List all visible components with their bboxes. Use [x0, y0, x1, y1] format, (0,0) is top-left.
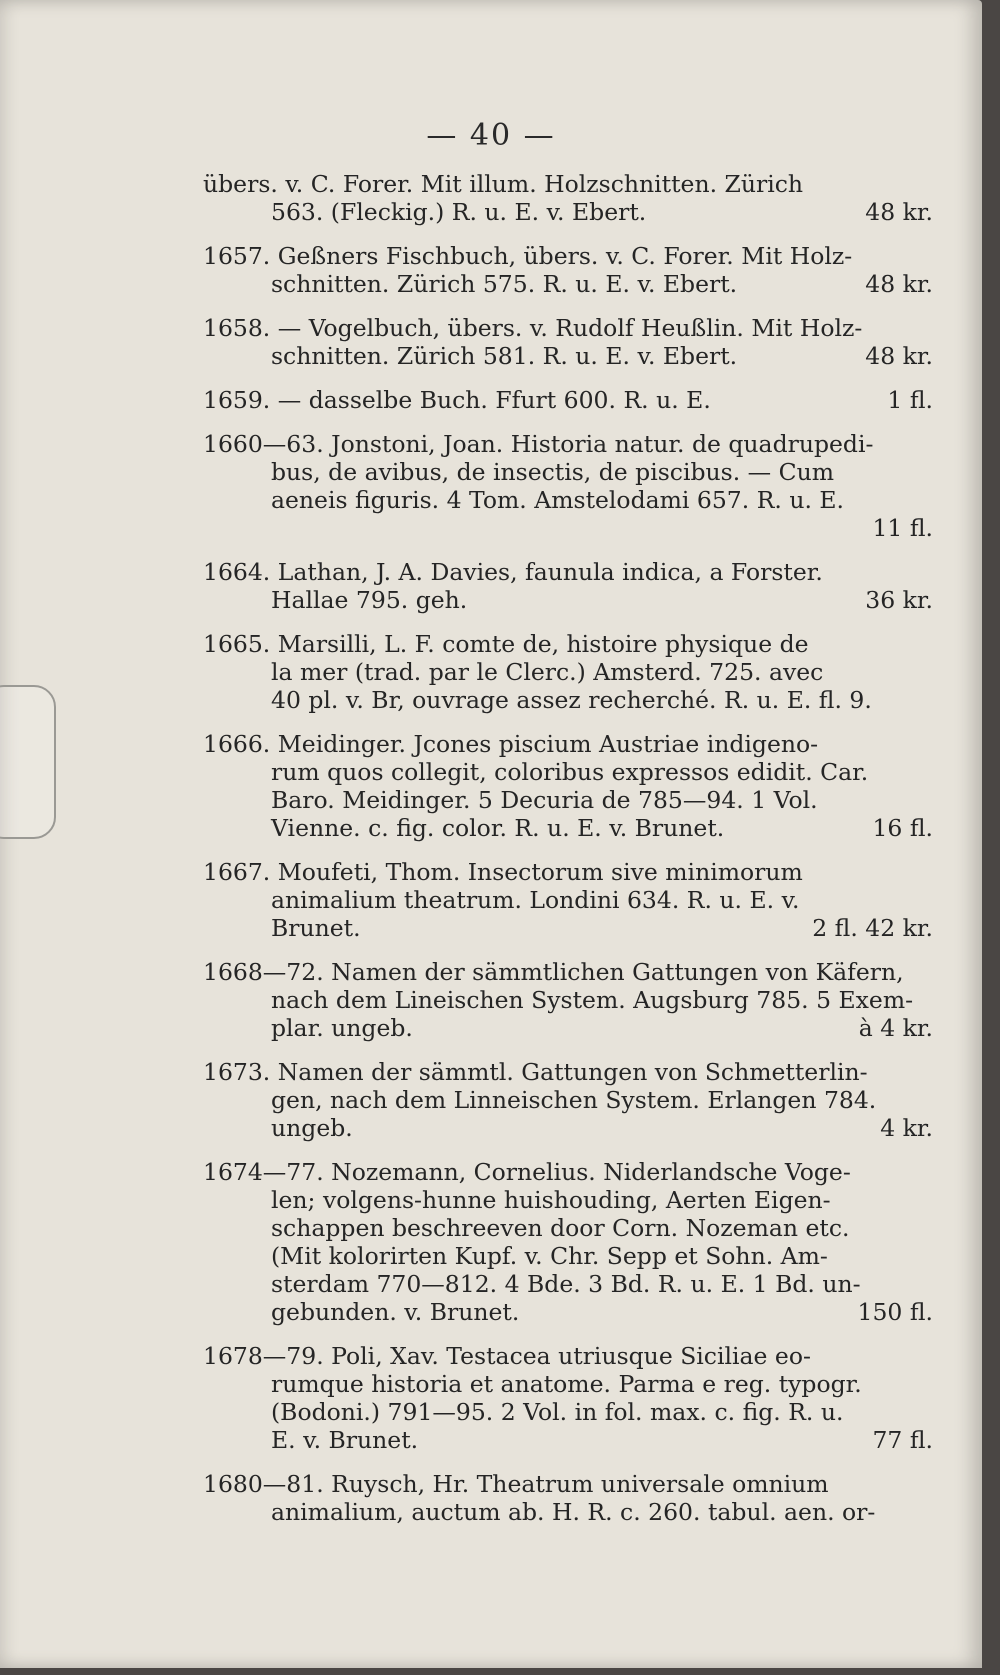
catalogue-entry — [203, 730, 933, 842]
entry-price: 48 kr. — [865, 342, 933, 370]
entry-text: (Bodoni.) 791—95. 2 Vol. in fol. max. c. fig. R. u. — [271, 1398, 844, 1426]
entry-text: 1657. Geßners Fischbuch, übers. v. C. Forer. Mit Holz- — [203, 242, 853, 270]
entry-line — [203, 1186, 933, 1214]
entry-line — [203, 458, 933, 486]
entry-line — [203, 1470, 933, 1498]
entry-text: Baro. Meidinger. 5 Decuria de 785—94. 1 Vol. — [271, 786, 818, 814]
entry-line — [203, 198, 933, 226]
entry-text: übers. v. C. Forer. Mit illum. Holzschnitten. Zürich — [203, 170, 804, 198]
entry-text: Vienne. c. fig. color. R. u. E. v. Brunet. — [271, 814, 725, 842]
entry-text: animalium theatrum. Londini 634. R. u. E. v. — [271, 886, 800, 914]
catalogue-entry — [203, 1470, 933, 1526]
entry-text: sterdam 770—812. 4 Bde. 3 Bd. R. u. E. 1 Bd. un- — [271, 1270, 861, 1298]
entry-text: aeneis figuris. 4 Tom. Amstelodami 657. R. u. E. — [271, 486, 845, 514]
entry-price: à 4 kr. — [858, 1014, 933, 1042]
entry-price: 2 fl. 42 kr. — [812, 914, 933, 942]
entry-line — [203, 686, 933, 714]
catalogue-entry — [203, 558, 933, 614]
entry-line — [203, 630, 933, 658]
entry-line — [203, 730, 933, 758]
catalogue-entry — [203, 1342, 933, 1454]
paper-clip-mark — [0, 685, 56, 839]
entry-text: 1680—81. Ruysch, Hr. Theatrum universale omnium — [203, 1470, 829, 1498]
entry-text: rumque historia et anatome. Parma e reg. typogr. — [271, 1370, 862, 1398]
entry-text: Brunet. — [271, 914, 361, 942]
entry-line — [203, 430, 933, 458]
entry-text: 1664. Lathan, J. A. Davies, faunula indica, a Forster. — [203, 558, 823, 586]
entry-line — [203, 986, 933, 1014]
entry-text: gen, nach dem Linneischen System. Erlangen 784. — [271, 1086, 877, 1114]
entry-line — [203, 858, 933, 886]
catalogue-entry — [203, 858, 933, 942]
entry-text: la mer (trad. par le Clerc.) Amsterd. 725. avec — [271, 658, 824, 686]
entry-line — [203, 1242, 933, 1270]
entry-text: 1667. Moufeti, Thom. Insectorum sive minimorum — [203, 858, 803, 886]
entry-line — [203, 1342, 933, 1370]
entry-text: 1659. — dasselbe Buch. Ffurt 600. R. u. E. — [203, 386, 711, 414]
entry-line — [203, 914, 933, 942]
catalogue-entries — [203, 170, 933, 1542]
entry-text: plar. ungeb. — [271, 1014, 413, 1042]
entry-text: bus, de avibus, de insectis, de piscibus. — Cum — [271, 458, 835, 486]
entry-price: 48 kr. — [865, 198, 933, 226]
entry-price: 48 kr. — [865, 270, 933, 298]
entry-line — [203, 1086, 933, 1114]
entry-line — [203, 814, 933, 842]
entry-line — [203, 1214, 933, 1242]
entry-line — [203, 386, 933, 414]
entry-line — [203, 270, 933, 298]
entry-text: 1660—63. Jonstoni, Joan. Historia natur. de quadrupedi- — [203, 430, 874, 458]
entry-line — [203, 1370, 933, 1398]
entry-text: rum quos collegit, coloribus expressos edidit. Car. — [271, 758, 869, 786]
entry-line — [203, 314, 933, 342]
entry-text: ungeb. — [271, 1114, 353, 1142]
entry-line — [203, 886, 933, 914]
catalogue-entry — [203, 958, 933, 1042]
entry-line — [203, 1114, 933, 1142]
catalogue-entry — [203, 170, 933, 226]
entry-line — [203, 758, 933, 786]
entry-line — [203, 1058, 933, 1086]
catalogue-entry — [203, 1158, 933, 1326]
entry-text: schnitten. Zürich 575. R. u. E. v. Ebert. — [271, 270, 738, 298]
entry-line — [203, 958, 933, 986]
catalogue-entry — [203, 1058, 933, 1142]
entry-text: 1674—77. Nozemann, Cornelius. Niderlandsche Voge- — [203, 1158, 851, 1186]
page-number: — 40 — — [426, 118, 556, 153]
entry-price: 4 kr. — [880, 1114, 933, 1142]
entry-line — [203, 1158, 933, 1186]
entry-line — [203, 1426, 933, 1454]
entry-line — [203, 242, 933, 270]
entry-text: Hallae 795. geh. — [271, 586, 468, 614]
entry-text: 40 pl. v. Br, ouvrage assez recherché. R. u. E. fl. 9. — [271, 686, 872, 714]
entry-price: 1 fl. — [887, 386, 933, 414]
catalogue-entry — [203, 430, 933, 542]
entry-text: 1665. Marsilli, L. F. comte de, histoire physique de — [203, 630, 809, 658]
entry-price: 11 fl. — [872, 514, 933, 542]
entry-price: 16 fl. — [872, 814, 933, 842]
entry-text: (Mit kolorirten Kupf. v. Chr. Sepp et Sohn. Am- — [271, 1242, 828, 1270]
entry-line — [203, 1270, 933, 1298]
entry-text: 1658. — Vogelbuch, übers. v. Rudolf Heußlin. Mit Holz- — [203, 314, 863, 342]
entry-line — [203, 514, 933, 542]
entry-text: 1678—79. Poli, Xav. Testacea utriusque Siciliae eo- — [203, 1342, 811, 1370]
entry-text: gebunden. v. Brunet. — [271, 1298, 520, 1326]
entry-text: schnitten. Zürich 581. R. u. E. v. Ebert. — [271, 342, 738, 370]
entry-line — [203, 658, 933, 686]
entry-text: E. v. Brunet. — [271, 1426, 419, 1454]
entry-line — [203, 1398, 933, 1426]
entry-price: 150 fl. — [857, 1298, 933, 1326]
entry-line — [203, 586, 933, 614]
entry-text: schappen beschreeven door Corn. Nozeman etc. — [271, 1214, 850, 1242]
entry-text: 1673. Namen der sämmtl. Gattungen von Schmetterlin- — [203, 1058, 868, 1086]
entry-line — [203, 786, 933, 814]
entry-text: animalium, auctum ab. H. R. c. 260. tabul. aen. or- — [271, 1498, 876, 1526]
entry-text: len; volgens-hunne huishouding, Aerten Eigen- — [271, 1186, 831, 1214]
entry-line — [203, 1498, 933, 1526]
entry-text: 1666. Meidinger. Jcones piscium Austriae indigeno- — [203, 730, 819, 758]
catalogue-entry — [203, 630, 933, 714]
entry-price: 36 kr. — [865, 586, 933, 614]
entry-text: 1668—72. Namen der sämmtlichen Gattungen von Käfern, — [203, 958, 904, 986]
entry-line — [203, 486, 933, 514]
entry-text: 563. (Fleckig.) R. u. E. v. Ebert. — [271, 198, 647, 226]
entry-line — [203, 558, 933, 586]
entry-line — [203, 170, 933, 198]
entry-line — [203, 1298, 933, 1326]
catalogue-entry — [203, 386, 933, 414]
catalogue-entry — [203, 242, 933, 298]
entry-text: nach dem Lineischen System. Augsburg 785. 5 Exem- — [271, 986, 914, 1014]
entry-line — [203, 342, 933, 370]
catalogue-entry — [203, 314, 933, 370]
entry-line — [203, 1014, 933, 1042]
entry-price: 77 fl. — [872, 1426, 933, 1454]
